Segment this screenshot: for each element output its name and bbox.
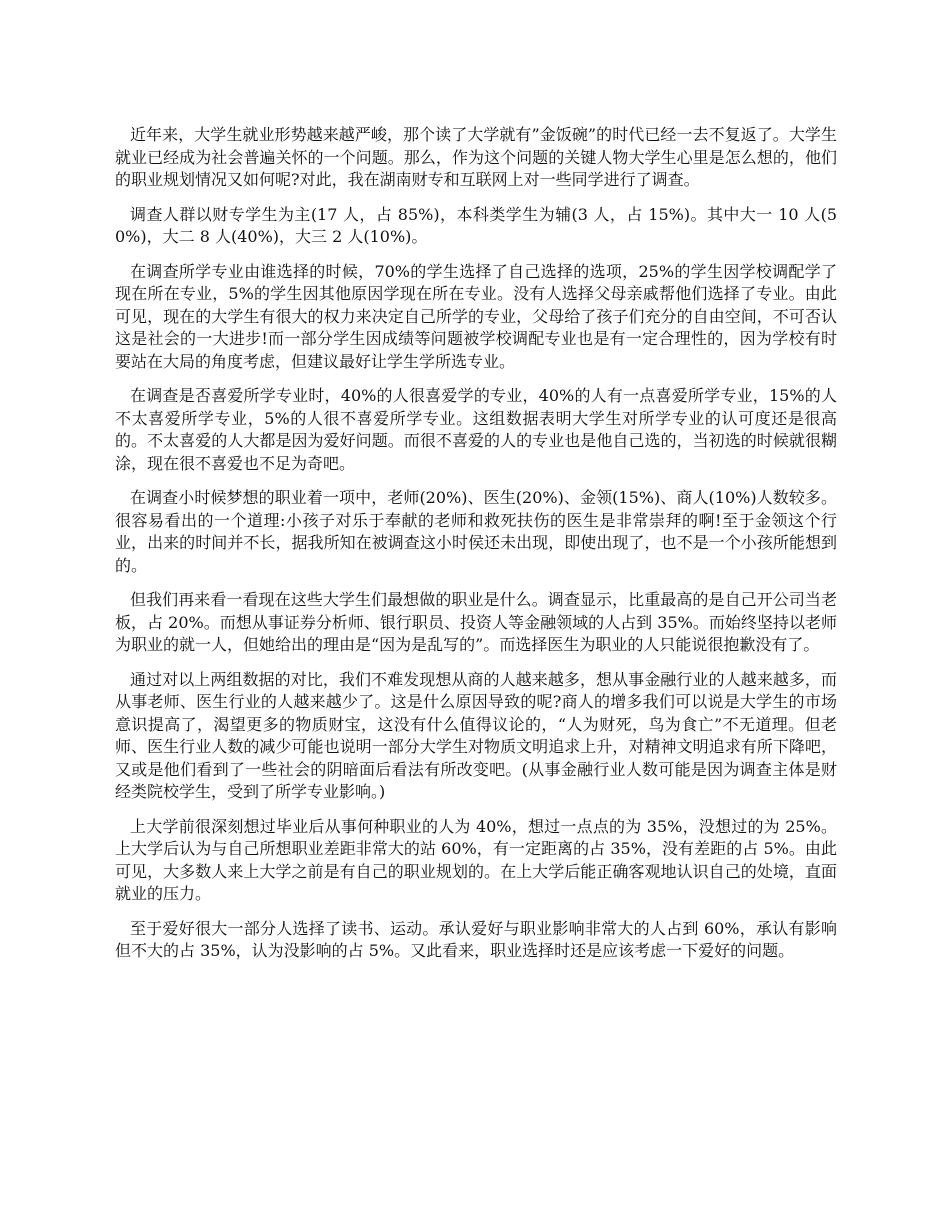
paragraph-intro: 近年来，大学生就业形势越来越严峻，那个读了大学就有”金饭碗”的时代已经一去不复返了。大学生就业已经成为社会普遍关怀的一个问题。那么，作为这个问题的关键人物大学生心里是怎么想的，他们的职业规划情况又如何呢?对此，我在湖南财专和互联网上对一些同学进行了调查。	[115, 125, 837, 189]
paragraph-childhood-dream: 在调查小时候梦想的职业着一项中，老师(20%)、医生(20%)、金领(15%)、商人(10%)人数较多。很容易看出的一个道理:小孩子对乐于奉献的老师和救死扶伤的医生是非常崇拜的啊!至于金领这个行业，出来的时间并不长，据我所知在被调查这小时侯还未出现，即使出现了，也不是一个小孩所能想到的。	[115, 488, 837, 575]
document-body	[115, 124, 837, 975]
paragraph-survey-population: 调查人群以财专学生为主(17 人，占 85%)，本科类学生为辅(3 人，占 15%)。其中大一 10 人(50%)，大二 8 人(40%)，大三 2 人(10%)。	[115, 204, 837, 246]
paragraph-major-choice: 在调查所学专业由谁选择的时候，70%的学生选择了自己选择的选项，25%的学生因学校调配学了现在所在专业，5%的学生因其他原因学现在所在专业。没有人选择父母亲戚帮他们选择了专业。由此可见，现在的大学生有很大的权力来决定自己所学的专业，父母给了孩子们充分的自由空间，不可否认这是社会的一大进步!而一部分学生因成绩等问题被学校调配专业也是有一定合理性的，因为学校有时要站在大局的角度考虑，但建议最好让学生学所选专业。	[115, 261, 837, 371]
paragraph-hobbies: 至于爱好很大一部分人选择了读书、运动。承认爱好与职业影响非常大的人占到 60%，承认有影响但不大的占 35%，认为没影响的占 5%。又此看来，职业选择时还是应该考虑一下爱好的问题。	[115, 918, 837, 960]
paragraph-current-career: 但我们再来看一看现在这些大学生们最想做的职业是什么。调查显示，比重最高的是自己开公司当老板，占 20%。而想从事证券分析师、银行职员、投资人等金融领域的人占到 35%。而始终坚持以老师为职业的就一人，但她给出的理由是“因为是乱写的”。而选择医生为职业的人只能说很抱歉没有了。	[115, 590, 837, 654]
paragraph-comparison: 通过对以上两组数据的对比，我们不难发现想从商的人越来越多，想从事金融行业的人越来越多，而从事老师、医生行业的人越来越少了。这是什么原因导致的呢?商人的增多我们可以说是大学生的市场意识提高了，渴望更多的物质财宝，这没有什么值得议论的，“人为财死，鸟为食亡”不无道理。但老师、医生行业人数的减少可能也说明一部分大学生对物质文明追求上升，对精神文明追求有所下降吧，又或是他们看到了一些社会的阴暗面后看法有所改变吧。(从事金融行业人数可能是因为调查主体是财经类院校学生，受到了所学专业影响。)	[115, 669, 837, 801]
paragraph-major-liking: 在调查是否喜爱所学专业时，40%的人很喜爱学的专业，40%的人有一点喜爱所学专业，15%的人不太喜爱所学专业，5%的人很不喜爱所学专业。这组数据表明大学生对所学专业的认可度还是很高的。不太喜爱的人大都是因为爱好问题。而很不喜爱的人的专业也是他自己选的，当初选的时候就很糊涂，现在很不喜爱也不足为奇吧。	[115, 386, 837, 473]
paragraph-planning: 上大学前很深刻想过毕业后从事何种职业的人为 40%，想过一点点的为 35%，没想过的为 25%。上大学后认为与自己所想职业差距非常大的站 60%，有一定距离的占 35%，没有差距的占 5%。由此可见，大多数人来上大学之前是有自己的职业规划的。在上大学后能正确客观地认识自己的处境，直面就业的压力。	[115, 816, 837, 903]
